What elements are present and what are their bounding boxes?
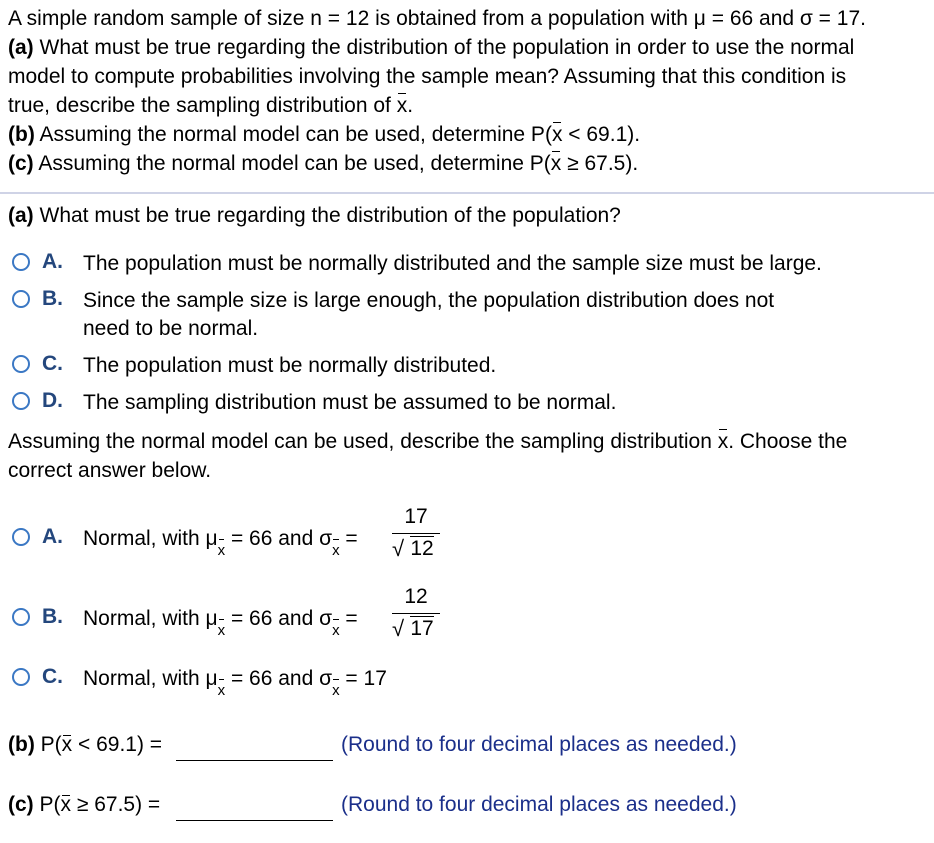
problem-line-5: (b) Assuming the normal model can be used, determine P(x < 69.1). xyxy=(8,120,926,149)
question-a-heading: (a) What must be true regarding the distribution of the population? xyxy=(8,204,621,227)
x-bar-subscript: x xyxy=(218,537,226,565)
x-bar-symbol: x xyxy=(397,91,408,120)
radio-button[interactable] xyxy=(12,668,30,686)
radio-button[interactable] xyxy=(12,528,30,546)
part-a-label: (a) xyxy=(8,36,34,59)
x-bar-symbol: x xyxy=(60,793,72,816)
x-bar-subscript: x xyxy=(332,677,340,705)
section-divider xyxy=(0,192,934,194)
radio-button[interactable] xyxy=(12,253,30,271)
part-b-answer-input[interactable] xyxy=(176,736,333,761)
part-b-prompt: (b) P(x < 69.1) = xyxy=(8,733,163,756)
part-b-label: (b) xyxy=(8,123,35,146)
part-c-answer-input[interactable] xyxy=(176,796,333,821)
sqrt-symbol: √ xyxy=(392,536,405,561)
radio-button[interactable] xyxy=(12,355,30,373)
problem-statement xyxy=(8,4,926,178)
sampling-distribution-prompt: Assuming the normal model can be used, describe the sampling distribution x. Choose the correct answer below. xyxy=(8,427,926,485)
x-bar-subscript: x xyxy=(332,537,340,565)
part-c-rounding-hint: (Round to four decimal places as needed.) xyxy=(341,793,737,816)
radio-button[interactable] xyxy=(12,392,30,410)
x-bar-symbol: x xyxy=(551,149,562,178)
problem-line-3: model to compute probabilities involving the sample mean? Assuming that this condition is xyxy=(8,65,847,88)
x-bar-symbol: x xyxy=(61,733,73,756)
x-bar-subscript: x xyxy=(218,677,226,705)
sqrt-symbol: √ xyxy=(392,616,405,641)
problem-line-6: (c) Assuming the normal model can be used, determine P(x ≥ 67.5). xyxy=(8,149,926,178)
problem-line-2: (a) What must be true regarding the distribution of the population in order to use the normal xyxy=(8,36,855,59)
x-bar-symbol: x xyxy=(552,120,563,149)
problem-line-1: A simple random sample of size n = 12 is obtained from a population with μ = 66 and σ = 17. xyxy=(8,7,866,30)
part-b-rounding-hint: (Round to four decimal places as needed.) xyxy=(341,733,737,756)
problem-line-4: true, describe the sampling distribution of x. xyxy=(8,91,926,120)
radio-button[interactable] xyxy=(12,608,30,626)
part-c-prompt: (c) P(x ≥ 67.5) = xyxy=(8,793,161,816)
x-bar-subscript: x xyxy=(332,617,340,645)
fraction-12-over-sqrt-17: 12 √ 17 xyxy=(392,585,440,641)
x-bar-symbol: x xyxy=(718,427,729,456)
x-bar-subscript: x xyxy=(218,617,226,645)
radio-button[interactable] xyxy=(12,290,30,308)
part-c-label: (c) xyxy=(8,152,34,175)
fraction-17-over-sqrt-12: 17 √ 12 xyxy=(392,505,440,561)
